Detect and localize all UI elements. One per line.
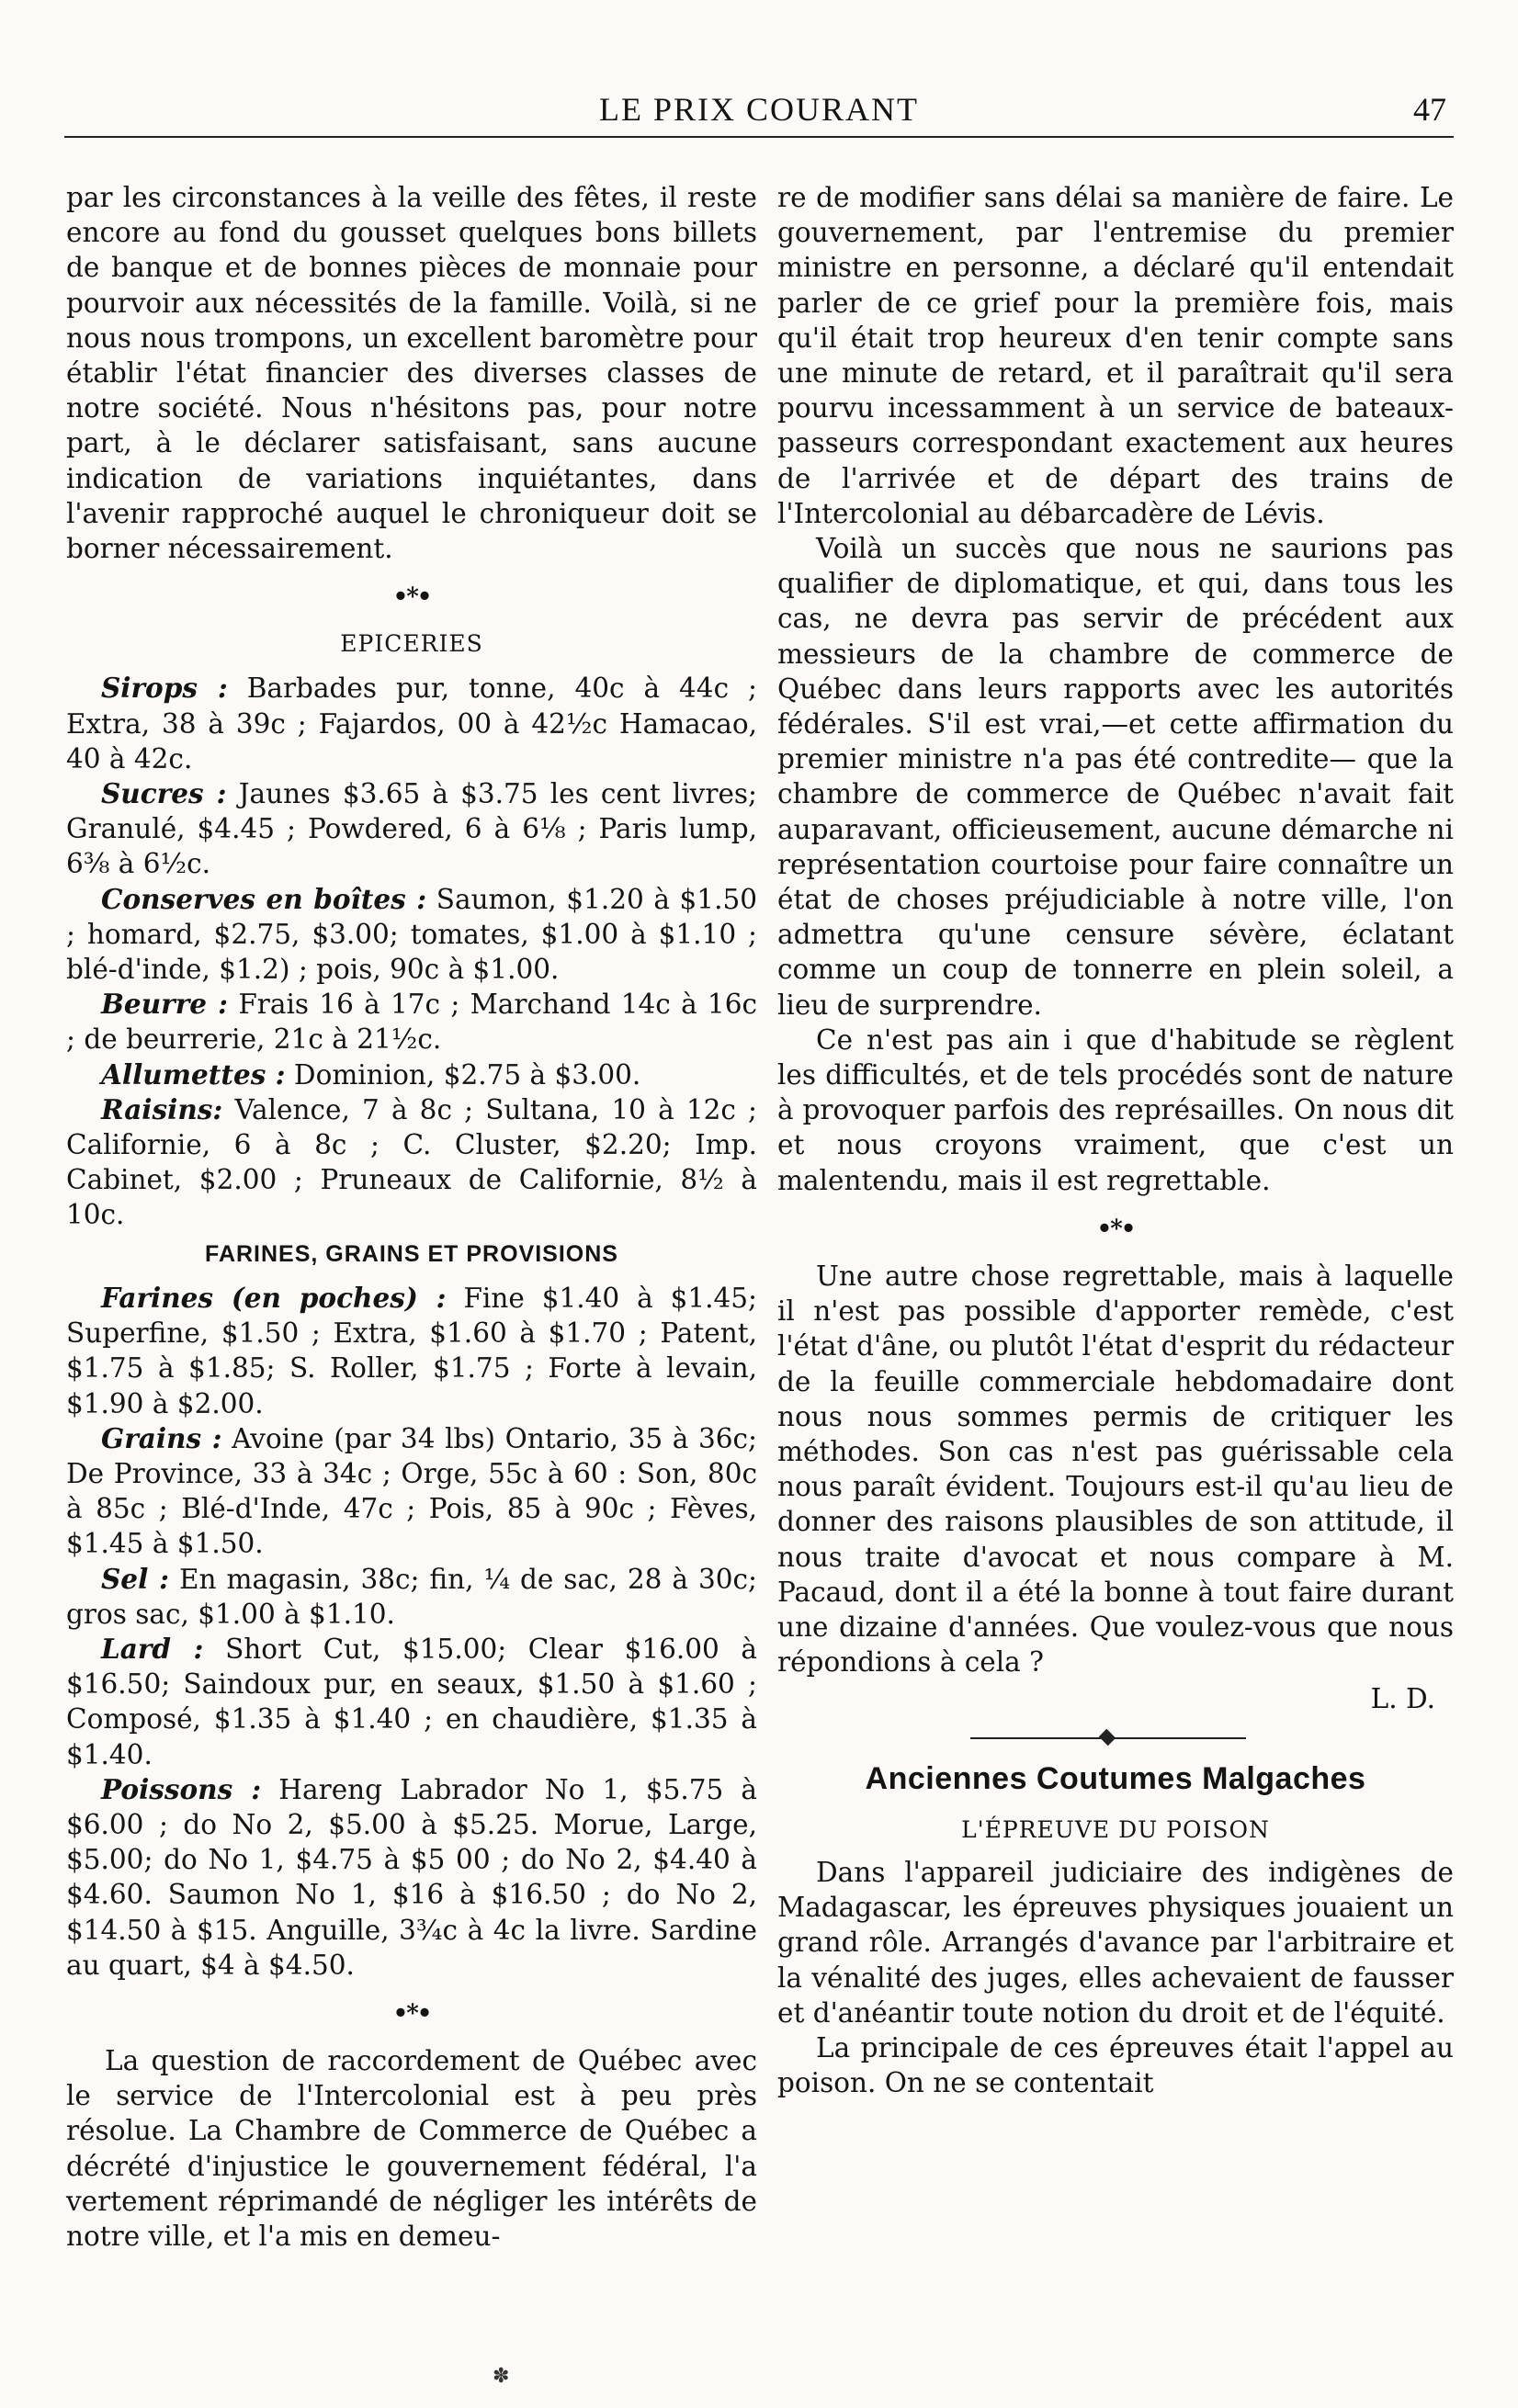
price-item: [66, 1632, 757, 1772]
item-label: Grains :: [101, 1421, 222, 1454]
ornament-rule: [777, 1724, 1454, 1752]
item-label: Allumettes :: [101, 1057, 286, 1091]
item-text: Frais 16 à 17c ; Marchand 14c à 16c ; de beurrerie, 21c à 21½c.: [66, 989, 757, 1056]
signature: L. D.: [1370, 1683, 1435, 1715]
article-subtitle: L'ÉPREUVE DU POISON: [961, 1815, 1270, 1843]
item-text: En magasin, 38c; fin, ¼ de sac, 28 à 30c; gros sac, $1.00 à $1.10.: [66, 1563, 757, 1630]
running-title: LE PRIX COURANT: [598, 91, 919, 128]
price-item: [66, 987, 757, 1057]
item-text: Avoine (par 34 lbs) Ontario, 35 à 36c; De Province, 33 à 34c ; Orge, 55c à 60 : Son, 80c à 85c ; Blé-d'Inde, 47c ; Pois, 85 à 90c ; Fèves, $1.45 à $1.50.: [66, 1422, 757, 1560]
item-text: Saumon, $1.20 à $1.50 ; homard, $2.75, $3.00; tomates, $1.00 à $1.10 ; blé-d'inde, $1.2) ; pois, 90c à $1.00.: [66, 883, 757, 986]
asterism: •*•: [392, 583, 431, 612]
left-column: [66, 180, 757, 2254]
item-label: Lard :: [101, 1632, 204, 1665]
section-heading-farines: FARINES, GRAINS ET PROVISIONS: [205, 1240, 618, 1267]
footer-ornament-icon: ✽: [493, 2365, 510, 2388]
item-text: Barbades pur, tonne, 40c à 44c ; Extra, 38 à 39c ; Fajardos, 00 à 42½c Hamacao, 40 à 42c.: [66, 673, 757, 774]
item-text: Jaunes $3.65 à $3.75 les cent livres; Granulé, $4.45 ; Powdered, 6 à 6⅛ ; Paris lump, 6⅜ à 6½c.: [66, 778, 757, 880]
item-label: Sel :: [101, 1562, 170, 1595]
item-text: Valence, 7 à 8c ; Sultana, 10 à 12c ; Californie, 6 à 8c ; C. Cluster, $2.20; Imp. Cabinet, $2.00 ; Pruneaux de Californie, 8½ à 10c.: [66, 1093, 757, 1231]
intro-paragraph: par les circonstances à la veille des fêtes, il reste encore au fond du gousset quelques bons billets de banque et de bonnes pièces de monnaie pour pourvoir aux nécessités de la famille. Voilà, si ne nous nous trompons, un excellent baromètre pour établir l'état financier des diverses classes de notre société. Nous n'hésitons pas, pour notre part, à le déclarer satisfaisant, sans aucune indication de variations inquiétantes, dans l'avenir rapproché auquel le chroniqueur doit se borner nécessairement.: [66, 182, 757, 565]
item-label: Beurre :: [101, 988, 229, 1021]
price-item: [66, 1281, 757, 1421]
body-paragraph: La principale de ces épreuves était l'appel au poison. On ne se contentait: [777, 2031, 1454, 2099]
item-label: Poissons :: [101, 1772, 262, 1805]
item-label: Raisins:: [101, 1092, 223, 1125]
price-item: [66, 1057, 757, 1092]
item-text: Hareng Labrador No 1, $5.75 à $6.00 ; do No 2, $5.00 à $5.25. Morue, Large, $5.00; do No 1, $4.75 à $5 00 ; do No 2, $4.40 à $4.60. Saumon No 1, $16 à $16.50 ; do No 2, $14.50 à $15. Anguille, 3¾c à 4c la livre. Sardine au quart, $4 à $4.50.: [66, 1773, 757, 1981]
price-item: [66, 1562, 757, 1632]
continued-paragraph: re de modifier sans délai sa manière de faire. Le gouvernement, par l'entremise du premier ministre en personne, a déclaré qu'il entendait parler de ce grief pour la première fois, mais qu'il était trop heureux d'en tenir compte sans une minute de retard, et il paraîtrait qu'il sera pourvu incessamment à un service de bateaux-passeurs correspondant exactement aux heures de l'arrivée et de départ des trains de l'Intercolonial au débarcadère de Lévis.: [777, 182, 1454, 529]
item-text: Fine $1.40 à $1.45; Superfine, $1.50 ; Extra, $1.60 à $1.70 ; Patent, $1.75 à $1.85; S. Roller, $1.75 ; Forte à levain, $1.90 à $2.00.: [66, 1282, 757, 1419]
price-item: [66, 1092, 757, 1233]
section-heading-epiceries: EPICERIES: [340, 630, 483, 658]
item-label: Conserves en boîtes :: [101, 882, 427, 915]
price-item: [66, 882, 757, 988]
item-label: Sirops :: [101, 672, 228, 705]
diamond-ornament-icon: [1099, 1728, 1116, 1745]
item-label: Sucres :: [101, 777, 227, 810]
price-item: [66, 1772, 757, 1983]
body-paragraph: Ce n'est pas ain i que d'habitude se règlent les difficultés, et de tels procédés sont de nature à provoquer parfois des représailles. On nous dit et nous croyons vraiment, que c'est un malentendu, mais il est regrettable.: [777, 1023, 1454, 1196]
price-item: [66, 776, 757, 882]
page-number: 47: [1413, 91, 1446, 128]
body-paragraph: Une autre chose regrettable, mais à laquelle il n'est pas possible d'apporter remède, c'est l'état d'âne, ou plutôt l'état d'esprit du rédacteur de la feuille commerciale hebdomadaire dont nous nous sommes permis de critiquer les méthodes. Son cas n'est pas guérissable cela nous paraît évident. Toujours est-il qu'au lieu de donner des raisons plausibles de son attitude, il nous traite d'avocat et nous compare à M. Pacaud, dont il a été la bonne à tout faire durant une dizaine d'années. Que voulez-vous que nous répondions à cela ?: [777, 1260, 1454, 1679]
asterism: •*•: [1096, 1215, 1135, 1243]
article-title: Anciennes Coutumes Malgaches: [865, 1760, 1366, 1796]
price-item: [66, 671, 757, 776]
page-header: [64, 85, 1454, 138]
asterism: •*•: [392, 1999, 431, 2028]
body-paragraph: Dans l'appareil judiciaire des indigènes de Madagascar, les épreuves physiques jouaient un grand rôle. Arrangés d'avance par l'arbitraire et la vénalité des juges, elles achevaient de fausser et d'anéantir toute notion du droit et de l'équité.: [777, 1856, 1454, 2029]
price-item: [66, 1421, 757, 1562]
closing-paragraph: La question de raccordement de Québec avec le service de l'Intercolonial est à peu près résolue. La Chambre de Commerce de Québec a décrété d'injustice le gouvernement fédéral, l'a vertement réprimandé de négliger les intérêts de notre ville, et l'a mis en demeu-: [66, 2044, 757, 2252]
right-column: [777, 180, 1454, 2100]
body-paragraph: Voilà un succès que nous ne saurions pas qualifier de diplomatique, et qui, dans tous les cas, ne devra pas servir de précédent aux messieurs de la chambre de commerce de Québec dans leurs rapports avec les autorités fédérales. S'il est vrai,—et cette affirmation du premier ministre n'a pas été contredite— que la chambre de commerce de Québec n'avait fait auparavant, officieusement, aucune démarche ni représentation courtoise pour faire connaître un état de choses préjudiciable à notre ville, l'on admettra qu'une censure sévère, éclatant comme un coup de tonnerre en plein soleil, a lieu de surprendre.: [777, 533, 1454, 1021]
item-label: Farines (en poches) :: [101, 1281, 447, 1314]
item-text: Dominion, $2.75 à $3.00.: [293, 1058, 641, 1091]
item-text: Short Cut, $15.00; Clear $16.00 à $16.50; Saindoux pur, en seaux, $1.50 à $1.60 ; Composé, $1.35 à $1.40 ; en chaudière, $1.35 à $1.40.: [66, 1633, 757, 1770]
